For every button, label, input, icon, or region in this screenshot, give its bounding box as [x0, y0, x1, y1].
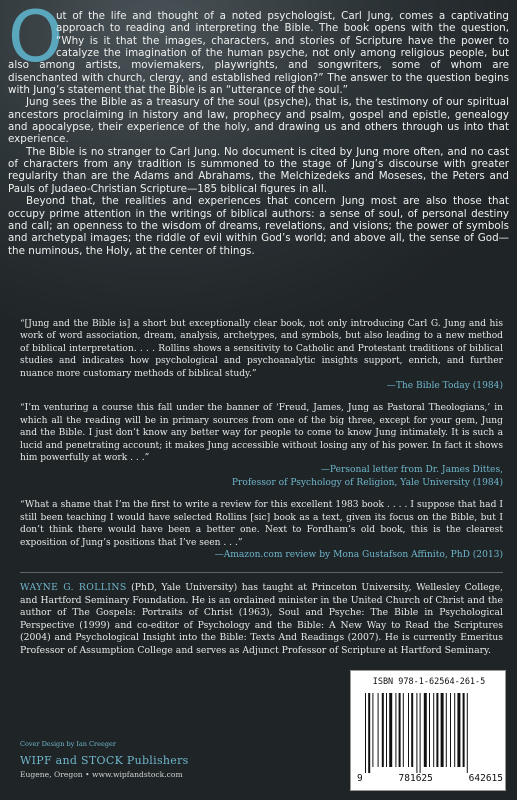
barcode-bar — [446, 693, 447, 767]
description-paragraph-2: Jung sees the Bible as a treasury of the soul (psyche), that is, the testimony of our spiritual ancestors proclaiming in history and law, prophecy and psalm, gospel and epistle, genealogy and apocalypse, their experience of the holy, and drawing us and others through us into that experience. — [8, 96, 509, 146]
barcode-digit-lead: 9 — [357, 773, 363, 784]
barcode-digit-group-2: 642615 — [468, 773, 503, 784]
barcode-bar — [429, 693, 430, 767]
barcode-bar — [372, 693, 373, 767]
barcode-bar — [378, 693, 379, 767]
barcode-bar — [424, 693, 427, 767]
barcode-bar — [368, 693, 370, 773]
publisher-location: Eugene, Oregon • www.wipfandstock.com — [20, 770, 183, 779]
cover-design-credit: Cover Design by Ian Creeger — [20, 740, 116, 748]
barcode-bar — [365, 693, 366, 773]
author-bio — [20, 582, 503, 657]
review-text: “I’m venturing a course this fall under the banner of ‘Freud, James, Jung as Pastoral Theologians,’ in which all the reading will be in primary sources from one of the big three, except for your gem, Jung and the Bible. I just don’t know any better way for people to come to know Jung intimately. It is such a lucid and penetrating account; it makes Jung accessible without losing any of his power. In fact it shows him powerfully at work . . .” — [20, 403, 503, 464]
barcode-bar — [463, 693, 465, 767]
barcode-bars — [365, 693, 493, 773]
review-bible-today — [20, 318, 503, 392]
description-paragraph-4: Beyond that, the realities and experiences that concern Jung most are also those that occupy prime attention in the writings of biblical authors: a sense of soul, of personal destiny and call; an openness to the wisdom of dreams, revelations, and visions; the power of symbols and archetypal images; the riddle of evil within God’s world; and above all, the sense of God—the numinous, the Holy, at the center of things. — [8, 195, 509, 257]
review-text: “[Jung and the Bible is] a short but exceptionally clear book, not only introducing Carl G. Jung and his work of word association, dream, analysis, archetypes, and symbols, but also leading to a new method of biblical interpretation. . . . Rollins shows a sensitivity to Catholic and Protestant traditions of biblical studies and indicates how psychological and psychoanalytic insights support, enrich, and further nuance more customary methods of biblical study.” — [20, 319, 503, 379]
barcode — [350, 670, 506, 791]
barcode-bar — [395, 693, 396, 767]
drop-cap: O — [8, 0, 64, 78]
review-source: —Amazon.com review by Mona Gustafson Affinito, PhD (2013) — [214, 549, 503, 560]
review-dittes — [20, 402, 503, 489]
barcode-bar — [408, 693, 409, 767]
barcode-digit-group-1: 781625 — [398, 773, 433, 784]
barcode-bar — [411, 693, 413, 767]
barcode-digits — [357, 773, 503, 784]
barcode-bar — [420, 693, 421, 773]
author-bio-text: (PhD, Yale University) has taught at Princeton University, Wellesley College, and Hartford Seminary Foundation. He is an ordained minister in the United Church of Christ and the author of The Gospels: Portraits of Christ (1963), Soul and Psyche: The Bible in Psychological Perspective (1999) and co-editor of Psychology and the Bible: A New Way to Read the Scriptures (2004) and Psychological Insight into the Bible: Texts And Readings (2007). He is currently Emeritus Professor of Assumption College and serves as Adjunct Professor of Scripture at Hartford Seminary. — [20, 582, 503, 656]
reviews — [20, 318, 503, 571]
barcode-bar — [386, 693, 387, 767]
review-source: —Personal letter from Dr. James Dittes, — [320, 465, 503, 476]
barcode-bar — [433, 693, 434, 767]
barcode-bar — [403, 693, 404, 767]
isbn-label: ISBN 978-1-62564-261-5 — [372, 677, 486, 687]
description — [8, 10, 509, 257]
barcode-bar — [441, 693, 444, 767]
description-paragraph-1: ut of the life and thought of a noted psychologist, Carl Jung, comes a captivating approach to reading and interpreting the Bible. The book opens with the question, “Why is it that the images, characters, and stories of Scripture have the power to catalyze the imagination of the human psyche, not only among religious people, but also among artists, moviemakers, playwrights, and songwriters, some of whom are disenchanted with church, clergy, and established religion?” The answer to the question begins with Jung’s statement that the Bible is an “utterance of the soul.” — [8, 10, 509, 97]
description-paragraph-3: The Bible is no stranger to Carl Jung. No document is cited by Jung more often, and no cast of characters from any tradition is summoned to the stage of Jung’s discourse with greater regularity than are the Adams and Abrahams, the Melchizedeks and Moseses, the Peters and Pauls of Judaeo-Christian Scripture—185 biblical figures in all. — [8, 145, 509, 195]
review-amazon — [20, 499, 503, 561]
author-name: WAYNE G. ROLLINS — [20, 582, 127, 593]
divider — [20, 572, 503, 573]
barcode-bar — [416, 693, 417, 773]
barcode-bar — [382, 693, 384, 767]
barcode-bar — [467, 693, 468, 773]
barcode-bar — [389, 693, 392, 767]
publisher-name: WIPF and STOCK Publishers — [20, 754, 189, 767]
barcode-bar — [436, 693, 438, 767]
review-source-affiliation: Professor of Psychology of Religion, Yale University (1984) — [231, 477, 503, 488]
barcode-bar — [457, 693, 460, 767]
barcode-bar — [454, 693, 455, 767]
barcode-bar — [450, 693, 451, 767]
review-source: —The Bible Today (1984) — [386, 381, 503, 392]
barcode-bar — [399, 693, 401, 767]
review-text: “What a shame that I’m the first to write a review for this excellent 1983 book . . . . I suppose that had I still been teaching I would have selected Rollins [sic] book as a text, given its focus on the Bible, but I don’t think there would have been a better one. Next to Fordham’s old book, this is the clearest exposition of Jung’s positions that I’ve seen . . .” — [20, 500, 503, 548]
